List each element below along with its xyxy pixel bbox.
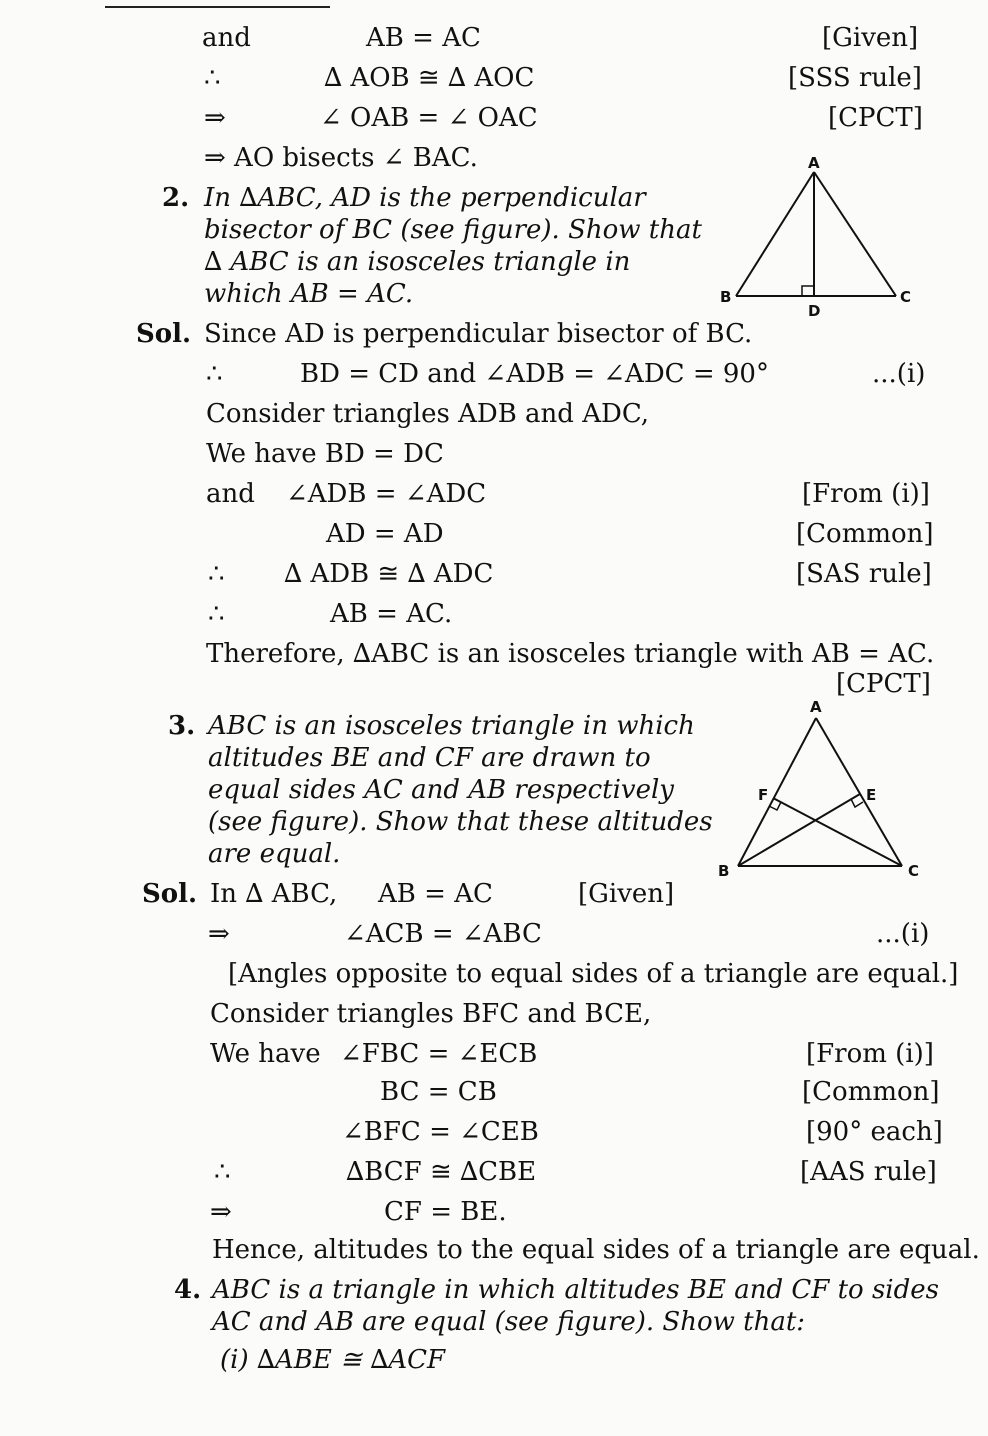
sol3-conclusion: Hence, altitudes to the equal sides of a triangle are equal.	[212, 1235, 980, 1265]
sol3-eq-2-reason: [From (i)]	[806, 1039, 934, 1069]
sol3-intro: In ∆ ABC,	[210, 879, 338, 909]
sol2-eq-4: ∆ ADB ≅ ∆ ADC	[284, 559, 494, 589]
q3-label-a: A	[810, 698, 822, 716]
prev-stmt-3: ∠ OAB = ∠ OAC	[320, 103, 538, 133]
q2-line-3: ∆ ABC is an isosceles triangle in	[204, 247, 631, 277]
sol2-intro: Since AD is perpendicular bisector of BC.	[204, 319, 753, 349]
sol3-eq-1: ∠ACB = ∠ABC	[344, 919, 542, 949]
sol3-implies-1: ⇒	[208, 919, 230, 949]
prev-conclusion: ⇒ AO bisects ∠ BAC.	[204, 143, 478, 173]
q2-line-2: bisector of BC (see figure). Show that	[204, 215, 702, 245]
q2-label-c: C	[900, 288, 912, 306]
sol2-eq-2-reason: [From (i)]	[802, 479, 930, 509]
sol2-eq-3: AD = AD	[326, 519, 444, 549]
q3-line-3: equal sides AC and AB respectively	[208, 775, 674, 805]
q4-number: 4.	[174, 1275, 202, 1305]
sol3-eq-0: AB = AC	[378, 879, 493, 909]
sol3-eq-6: CF = BE.	[384, 1197, 507, 1227]
sol2-we-have: We have BD = DC	[206, 439, 444, 469]
q2-line-4: which AB = AC.	[204, 279, 414, 309]
sol2-therefore: ∴	[206, 359, 223, 389]
sol3-eq-3: BC = CB	[380, 1077, 497, 1107]
q4-line-1: ABC is a triangle in which altitudes BE and CF to sides	[212, 1275, 939, 1305]
sol3-eq-5: ∆BCF ≅ ∆CBE	[346, 1157, 537, 1187]
prev-reason-1: [Given]	[822, 23, 919, 53]
q4-line-2: AC and AB are equal (see figure). Show that:	[212, 1307, 806, 1337]
q2-side-ab	[736, 172, 814, 296]
sol2-eq-1: BD = CD and ∠ADB = ∠ADC = 90°	[300, 359, 769, 389]
sol3-consider: Consider triangles BFC and BCE,	[210, 999, 652, 1029]
sol3-eq-4: ∠BFC = ∠CEB	[342, 1117, 539, 1147]
q2-right-angle-mark	[802, 286, 814, 296]
sol3-eq-1-ref: ...(i)	[876, 919, 930, 949]
prev-stmt-2: ∆ AOB ≅ ∆ AOC	[324, 63, 535, 93]
q3-label-c: C	[908, 862, 920, 880]
q3-label-f: F	[758, 786, 769, 804]
prev-therefore: ∴	[204, 63, 221, 93]
prev-stmt-1: AB = AC	[366, 23, 481, 53]
q3-number: 3.	[168, 711, 196, 741]
q3-line-5: are equal.	[208, 839, 341, 869]
sol2-therefore-3: ∴	[208, 599, 225, 629]
q2-number: 2.	[162, 183, 190, 213]
sol2-conclusion-reason: [CPCT]	[836, 669, 931, 699]
q2-label-d: D	[808, 302, 821, 320]
sol3-implies-2: ⇒	[210, 1197, 232, 1227]
sol2-eq-2: ∠ADB = ∠ADC	[286, 479, 487, 509]
sol3-eq-2: ∠FBC = ∠ECB	[340, 1039, 538, 1069]
q4-part-i: (i) ∆ABE ≅ ∆ACF	[220, 1345, 446, 1375]
prev-implies: ⇒	[204, 103, 226, 133]
top-rule	[105, 6, 330, 8]
prev-reason-2: [SSS rule]	[788, 63, 922, 93]
sol2-therefore-2: ∴	[208, 559, 225, 589]
q3-line-2: altitudes BE and CF are drawn to	[208, 743, 651, 773]
prev-reason-3: [CPCT]	[828, 103, 923, 133]
q2-side-ac	[814, 172, 896, 296]
sol2-consider: Consider triangles ADB and ADC,	[206, 399, 650, 429]
q3-label-b: B	[718, 862, 730, 880]
q2-line-1: In ∆ABC, AD is the perpendicular	[204, 183, 646, 213]
q2-label-a: A	[808, 154, 820, 172]
sol3-eq-4-reason: [90° each]	[806, 1117, 943, 1147]
sol3-label: Sol.	[142, 879, 198, 909]
sol3-eq-5-reason: [AAS rule]	[800, 1157, 937, 1187]
sol2-label: Sol.	[136, 319, 192, 349]
sol2-conclusion: Therefore, ∆ABC is an isosceles triangle with AB = AC.	[206, 639, 935, 669]
sol3-note: [Angles opposite to equal sides of a triangle are equal.]	[228, 959, 959, 989]
q3-label-e: E	[866, 786, 877, 804]
sol3-therefore: ∴	[214, 1157, 231, 1187]
sol3-eq-0-reason: [Given]	[578, 879, 675, 909]
sol2-and: and	[206, 479, 255, 509]
q3-line-1: ABC is an isosceles triangle in which	[208, 711, 695, 741]
sol2-eq-3-reason: [Common]	[796, 519, 934, 549]
q3-triangle-figure	[706, 696, 936, 886]
q3-line-4: (see figure). Show that these altitudes	[208, 807, 713, 837]
q2-label-b: B	[720, 288, 732, 306]
sol3-we-have: We have	[210, 1039, 321, 1069]
sol2-eq-4-reason: [SAS rule]	[796, 559, 932, 589]
sol2-eq-1-ref: ...(i)	[872, 359, 926, 389]
prev-and: and	[202, 23, 251, 53]
sol2-eq-5: AB = AC.	[330, 599, 453, 629]
q2-triangle-figure	[706, 150, 936, 325]
sol3-eq-3-reason: [Common]	[802, 1077, 940, 1107]
q3-right-angle-e	[851, 799, 863, 807]
